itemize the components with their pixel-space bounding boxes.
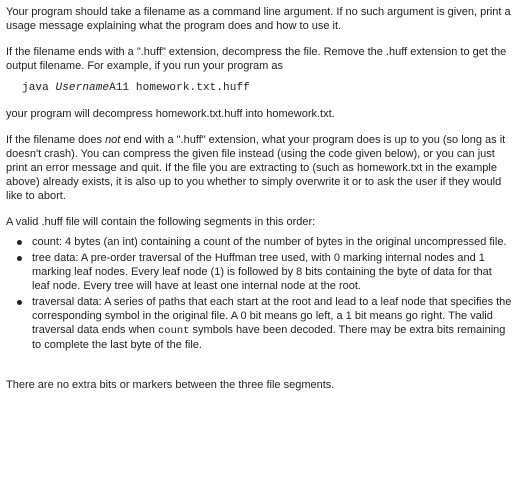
huff-extension-paragraph: If the filename ends with a ".huff" extension, decompress the file. Remove the .huff extension to get the output filename. For example, if you run your program as xyxy=(6,46,507,72)
code-username: Username xyxy=(55,82,110,94)
traversal-text-before: traversal data: A series of paths that each start at the root and lead to a leaf node that specifies the corresponding symbol in the original file. A 0 bit means go left, a 1 bit means go right. The valid traversal data ends when xyxy=(32,296,512,336)
non-huff-after: end with a ".huff" extension, what your program does is up to you (so long as it doesn't crash). You can compress the given file instead (using the code given below), or you can just print an error message and quit. If the file you are extracting to (such as homework.txt in the example above) already exists, it is also up to you whether to simply overwrite it or to ask the user if they would like to abort. xyxy=(6,134,506,202)
non-huff-emphasis: not xyxy=(105,134,121,146)
traversal-text-after: symbols have been decoded. There may be extra bits remaining to complete the last byte of the file. xyxy=(32,324,506,351)
bullet-icon xyxy=(17,300,22,305)
segments-intro: A valid .huff file will contain the following segments in this order: xyxy=(6,216,316,228)
non-huff-before: If the filename does xyxy=(6,134,106,146)
bullet-icon xyxy=(17,256,22,261)
bullet-icon xyxy=(17,240,22,245)
code-post: A11 homework.txt.huff xyxy=(109,82,250,94)
intro-paragraph: Your program should take a filename as a command line argument. If no such argument is given, print a usage message explaining what the program does and how to use it. xyxy=(6,6,511,32)
closing-paragraph: There are no extra bits or markers between the three file segments. xyxy=(6,379,335,391)
code-pre: java xyxy=(22,82,56,94)
list-item-traversal xyxy=(32,295,512,352)
traversal-code: count xyxy=(157,325,190,337)
segment-list xyxy=(6,235,512,352)
tree-text: tree data: A pre-order traversal of the Huffman tree used, with 0 marking internal nodes and 1 marking leaf nodes. Every leaf node (1) is followed by 8 bits containing the byte of data for that leaf node. Every tree will have at least one internal node at the root. xyxy=(32,252,492,292)
list-item-count xyxy=(32,235,512,249)
non-huff-paragraph xyxy=(6,133,512,203)
example-command xyxy=(22,81,512,95)
list-item-tree xyxy=(32,251,512,293)
count-text: count: 4 bytes (an int) containing a count of the number of bytes in the original uncompressed file. xyxy=(32,236,507,248)
decompress-paragraph: your program will decompress homework.txt.huff into homework.txt. xyxy=(6,108,335,120)
